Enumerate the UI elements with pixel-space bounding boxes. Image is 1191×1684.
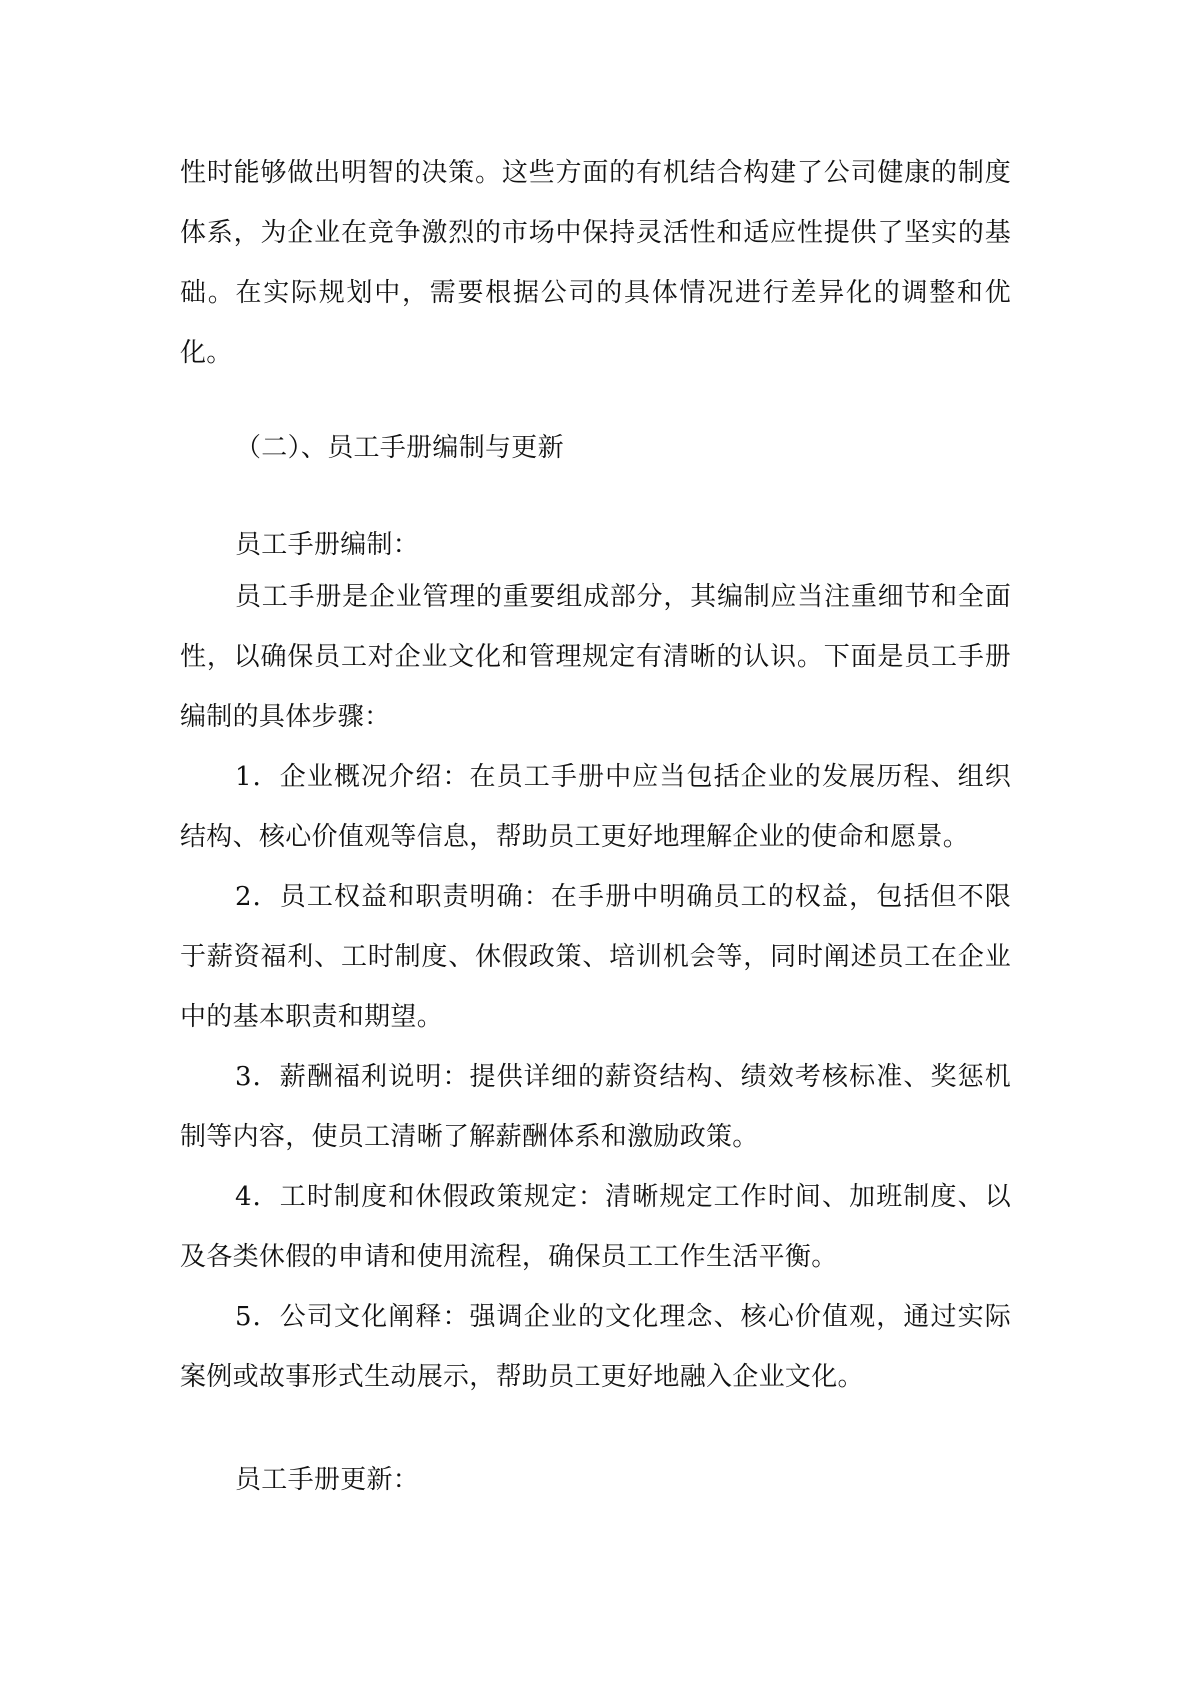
- continuation-paragraph: 性时能够做出明智的决策。这些方面的有机结合构建了公司健康的制度体系，为企业在竞争激烈的市场中保持灵活性和适应性提供了坚实的基础。在实际规划中，需要根据公司的具体情况进行差异化的调整和优化。: [180, 158, 1011, 368]
- main-body-block: [180, 567, 1011, 1407]
- update-subheading-block: [180, 1450, 1011, 1510]
- step-paragraph: 3．薪酬福利说明：提供详细的薪资结构、绩效考核标准、奖惩机制等内容，使员工清晰了解薪酬体系和激励政策。: [180, 1062, 1011, 1152]
- compile-subheading: 员工手册编制：: [235, 530, 420, 560]
- continuation-block: [180, 143, 1011, 383]
- compile-subheading-block: [180, 515, 1011, 575]
- intro-paragraph: 员工手册是企业管理的重要组成部分，其编制应当注重细节和全面性，以确保员工对企业文化和管理规定有清晰的认识。下面是员工手册编制的具体步骤：: [180, 582, 1011, 732]
- step-paragraph: 1．企业概况介绍：在员工手册中应当包括企业的发展历程、组织结构、核心价值观等信息，帮助员工更好地理解企业的使命和愿景。: [180, 762, 1011, 852]
- update-subheading: 员工手册更新：: [235, 1465, 420, 1495]
- step-paragraph: 2．员工权益和职责明确：在手册中明确员工的权益，包括但不限于薪资福利、工时制度、休假政策、培训机会等，同时阐述员工在企业中的基本职责和期望。: [180, 882, 1011, 1032]
- step-paragraph: 4．工时制度和休假政策规定：清晰规定工作时间、加班制度、以及各类休假的申请和使用流程，确保员工工作生活平衡。: [180, 1182, 1011, 1272]
- section-heading-block: [180, 418, 1080, 478]
- step-paragraph: 5．公司文化阐释：强调企业的文化理念、核心价值观，通过实际案例或故事形式生动展示，帮助员工更好地融入企业文化。: [180, 1302, 1011, 1392]
- section-heading: （二）、员工手册编制与更新: [235, 433, 564, 463]
